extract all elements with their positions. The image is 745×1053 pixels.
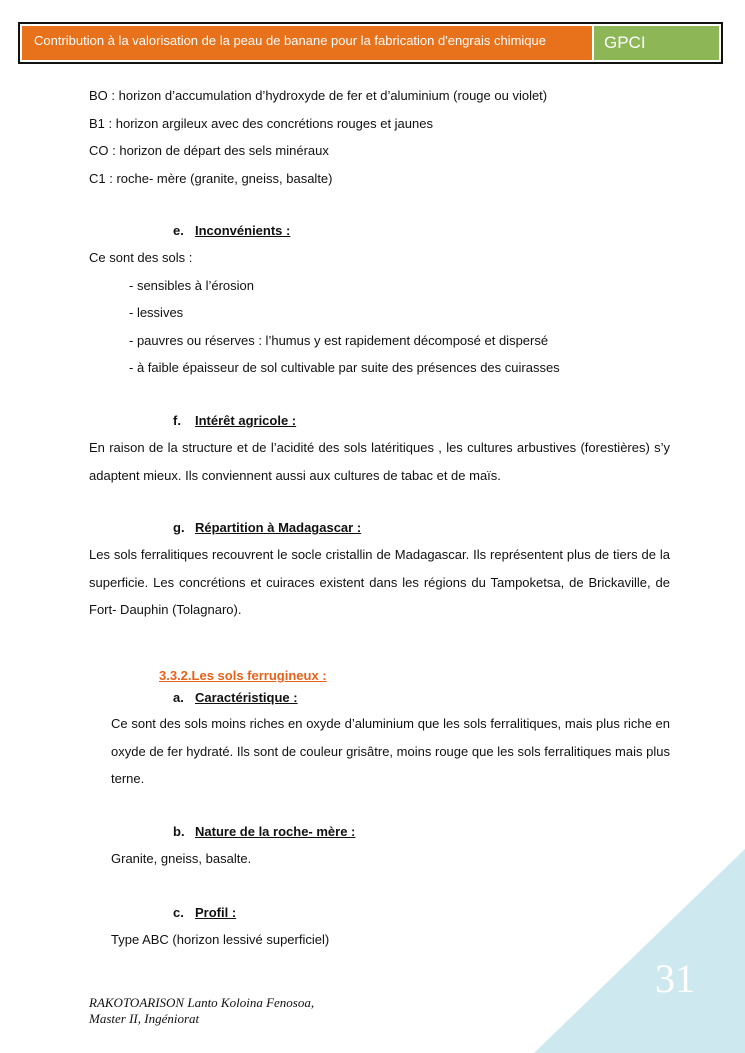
repartition-paragraph: Les sols ferralitiques recouvrent le socle cristallin de Madagascar. Ils représentent plus de tiers de la superficie. Les concrétions et cuiraces existent dans les régions du Tampoketsa, de Brickaville, de Fort- Dauphin (Tolagnaro). — [89, 547, 670, 617]
heading-number: a. — [173, 690, 184, 705]
heading-interet-agricole — [173, 413, 296, 429]
heading-text: Caractéristique : — [195, 690, 298, 705]
heading-inconvenients — [173, 223, 290, 239]
horizon-c1: C1 : roche- mère (granite, gneiss, basalte) — [89, 171, 333, 186]
page-number: 31 — [655, 956, 695, 1001]
footer-author: RAKOTOARISON Lanto Koloina Fenosoa, — [89, 995, 315, 1010]
heading-number: g. — [173, 520, 185, 535]
heading-caracteristique — [173, 690, 298, 706]
triangle-shape — [534, 849, 745, 1053]
heading-text: Intérêt agricole : — [195, 413, 297, 428]
horizon-co: CO : horizon de départ des sels minéraux — [89, 143, 329, 158]
heading-number: f. — [173, 413, 181, 428]
heading-number: e. — [173, 223, 184, 238]
heading-profil — [173, 905, 236, 921]
profil-text: Type ABC (horizon lessivé superficiel) — [111, 932, 330, 947]
heading-text: Profil : — [195, 905, 237, 920]
subsection-title: 3.3.2.Les sols ferrugineux : — [159, 668, 327, 683]
corner-triangle-decoration — [534, 849, 745, 1053]
heading-number: b. — [173, 824, 185, 839]
list-item: - à faible épaisseur de sol cultivable par suite des présences des cuirasses — [129, 360, 560, 375]
list-item: - lessives — [129, 305, 184, 320]
heading-text: Répartition à Madagascar : — [195, 520, 362, 535]
header-code: GPCI — [594, 26, 719, 60]
inconvenients-intro: Ce sont des sols : — [89, 250, 193, 265]
horizon-b1: B1 : horizon argileux avec des concrétions rouges et jaunes — [89, 116, 433, 131]
caracteristique-paragraph: Ce sont des sols moins riches en oxyde d’aluminium que les sols ferralitiques, mais plus riche en oxyde de fer hydraté. Ils sont de couleur grisâtre, moins rouge que les sols ferralitiques mais plus terne. — [111, 716, 670, 786]
page-header — [18, 22, 723, 64]
interet-agricole-paragraph: En raison de la structure et de l’acidité des sols latéritiques , les cultures arbustives (forestières) s’y adaptent mieux. Ils conviennent aussi aux cultures de tabac et de maïs. — [89, 440, 670, 483]
heading-text: Inconvénients : — [195, 223, 291, 238]
header-title: Contribution à la valorisation de la peau de banane pour la fabrication d'engrais chimique — [22, 26, 592, 60]
footer-degree: Master II, Ingéniorat — [89, 1011, 200, 1026]
heading-number: c. — [173, 905, 184, 920]
heading-roche-mere — [173, 824, 355, 840]
horizon-bo: BO : horizon d’accumulation d’hydroxyde de fer et d’aluminium (rouge ou violet) — [89, 88, 548, 103]
list-item: - pauvres ou réserves : l’humus y est rapidement décomposé et dispersé — [129, 333, 549, 348]
list-item: - sensibles à l’érosion — [129, 278, 255, 293]
page-footer — [89, 995, 314, 1027]
roche-mere-text: Granite, gneiss, basalte. — [111, 851, 252, 866]
heading-repartition — [173, 520, 361, 536]
heading-text: Nature de la roche- mère : — [195, 824, 356, 839]
